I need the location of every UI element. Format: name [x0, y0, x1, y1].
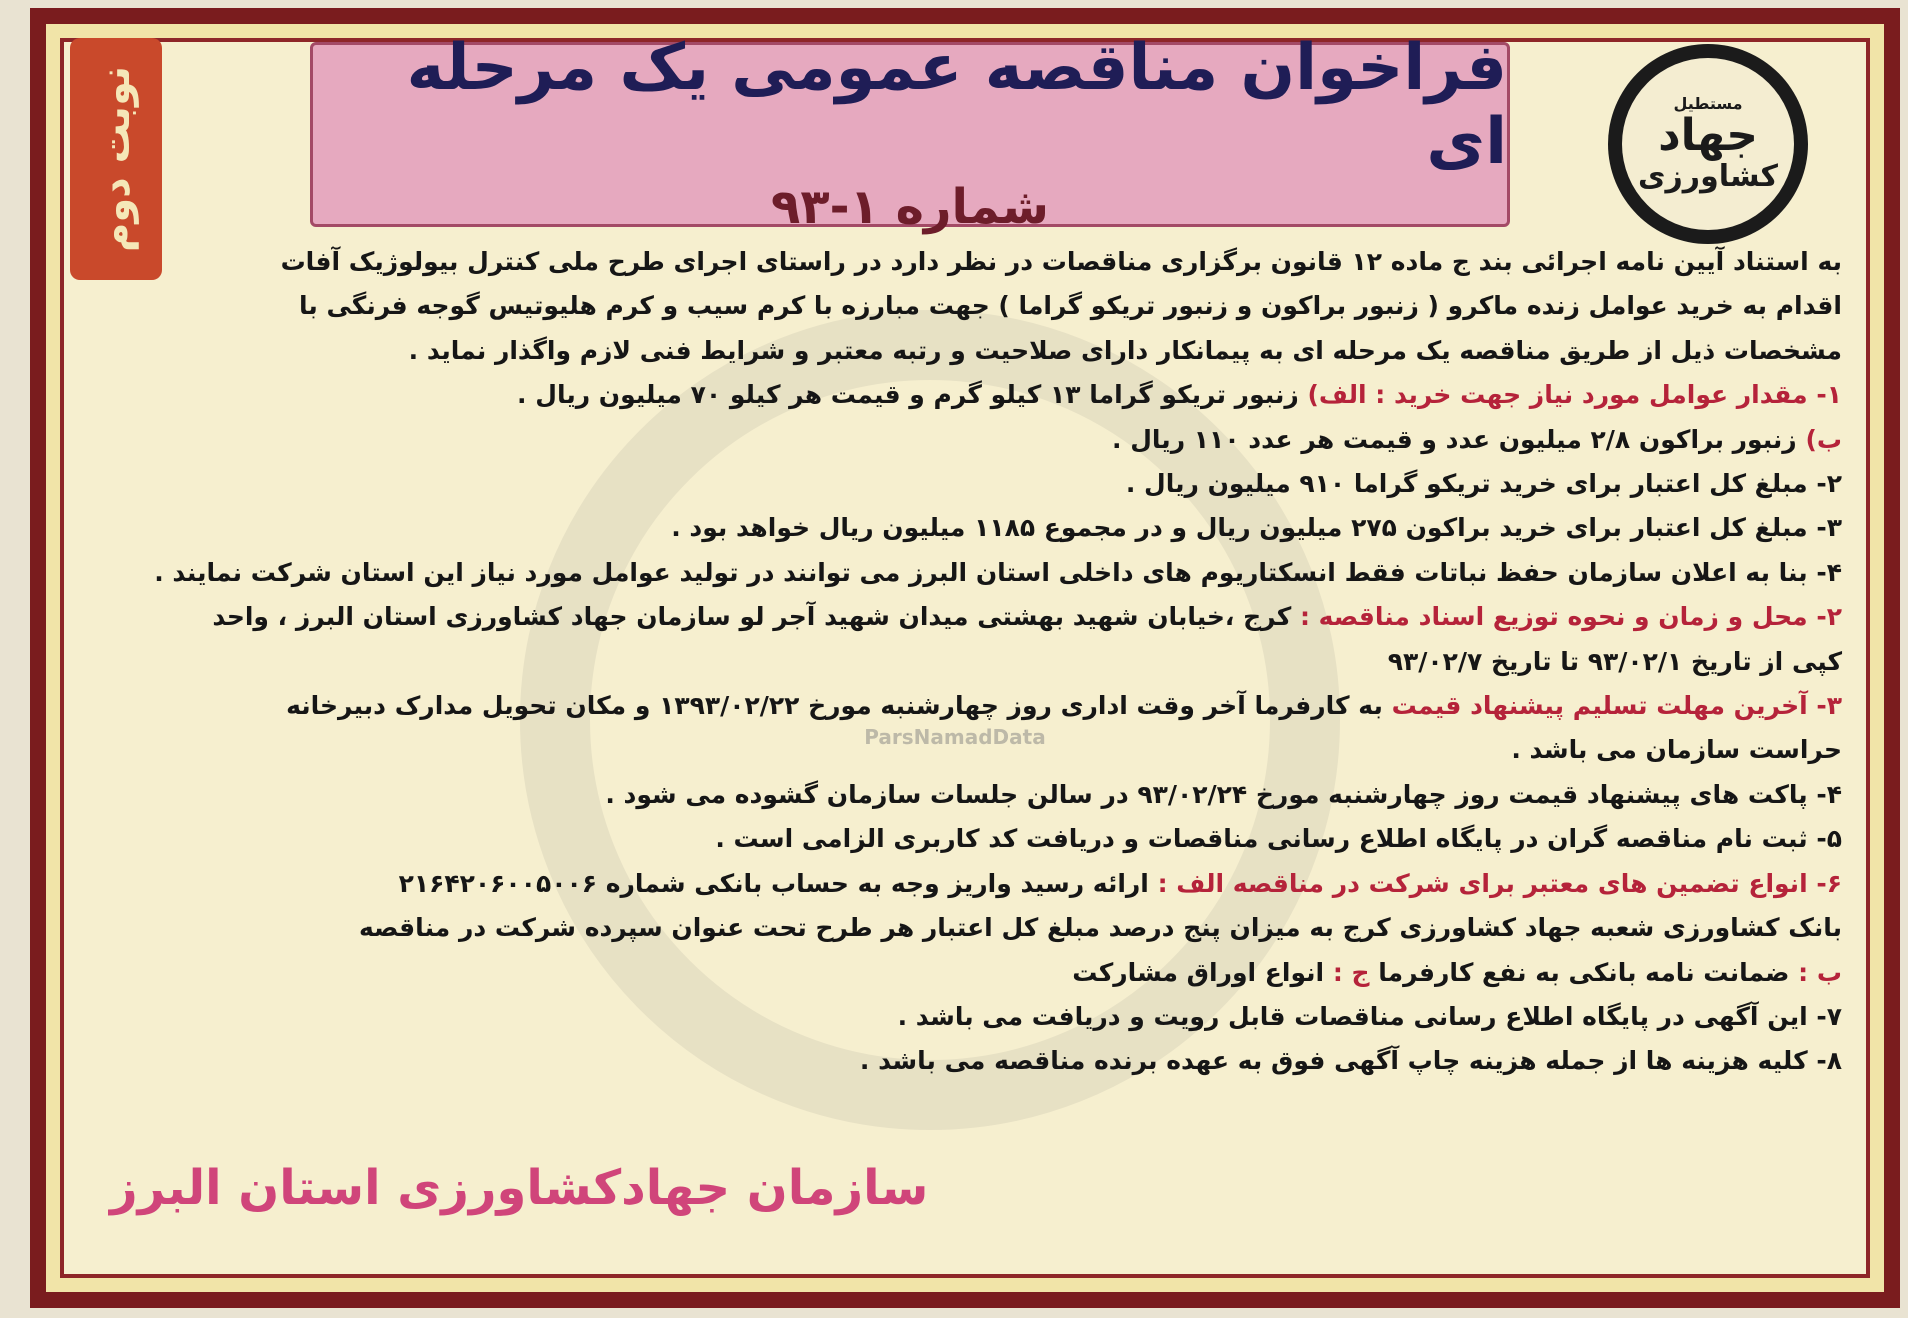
item-1b-text: زنبور براکون ۲/۸ میلیون عدد و قیمت هر عدد ۱۱۰ ریال .	[1112, 424, 1797, 454]
section-6-text: ارائه رسید واریز وجه به حساب بانکی شماره ۲۱۶۴۲۰۶۰۰۵۰۰۶	[398, 868, 1149, 898]
item-1b-heading: ب)	[1805, 424, 1842, 454]
section-6-j: ج :	[1332, 957, 1370, 987]
section-6	[96, 862, 1842, 906]
section-8: ۸- کلیه هزینه ها از جمله هزینه چاپ آگهی فوق به عهده برنده مناقصه می باشد .	[859, 1046, 1842, 1076]
footer-signature: سازمان جهادکشاورزی استان البرز	[110, 1160, 929, 1216]
section-2-heading: ۲- محل و زمان و نحوه توزیع اسناد مناقصه :	[1299, 602, 1842, 632]
section-2-cont: کپی از تاریخ ۹۳/۰۲/۱ تا تاریخ ۹۳/۰۲/۷	[1387, 646, 1842, 676]
section-3-text: به کارفرما آخر وقت اداری روز چهارشنبه مورخ ۱۳۹۳/۰۲/۲۲ و مکان تحویل مدارک دبیرخانه	[286, 691, 1383, 721]
item-1-text: زنبور تریکو گراما ۱۳ کیلو گرم و قیمت هر کیلو ۷۰ میلیون ریال .	[517, 380, 1299, 410]
logo-bottom-text: کشاورزی	[1638, 159, 1778, 195]
intro-line: اقدام به خرید عوامل زنده ماکرو ( زنبور براکون و زنبور تریکو گراما ) جهت مبارزه با کرم سیب و کرم هلیوتیس گوجه فرنگی با	[299, 291, 1842, 321]
section-4: ۴- پاکت های پیشنهاد قیمت روز چهارشنبه مورخ ۹۳/۰۲/۲۴ در سالن جلسات سازمان گشوده می شود .	[605, 779, 1842, 809]
title-box	[310, 31, 1510, 236]
section-7: ۷- این آگهی در پایگاه اطلاع رسانی مناقصات قابل رویت و دریافت می باشد .	[897, 1001, 1842, 1031]
item-2: ۲- مبلغ کل اعتبار برای خرید تریکو گراما ۹۱۰ میلیون ریال .	[1125, 469, 1842, 499]
watermark-text: ParsNamadData	[864, 725, 1046, 749]
section-6-b: ب :	[1798, 957, 1842, 987]
announcement-body	[96, 240, 1842, 1084]
page-title: فراخوان مناقصه عمومی یک مرحله ای	[406, 31, 1507, 179]
section-6-j-text: انواع اوراق مشارکت	[1072, 957, 1325, 987]
logo-top-text: مستطیل	[1673, 93, 1743, 113]
item-1b	[96, 418, 1842, 462]
section-6-guarantees	[96, 951, 1842, 995]
intro-line: به استناد آیین نامه اجرائی بند ج ماده ۱۲ قانون برگزاری مناقصات در نظر دارد در راستای اجرای طرح ملی کنترل بیولوژیک آفات	[280, 247, 1842, 276]
item-1	[96, 373, 1842, 417]
section-2-text: کرج ،خیابان شهید بهشتی میدان شهید آجر لو سازمان جهاد کشاورزی استان البرز ، واحد	[212, 602, 1292, 632]
section-3	[96, 684, 1842, 728]
section-3-cont: حراست سازمان می باشد .	[1511, 735, 1842, 765]
item-3: ۳- مبلغ کل اعتبار برای خرید براکون ۲۷۵ میلیون ریال و در مجموع ۱۱۸۵ میلیون ریال خواهد بود .	[671, 513, 1842, 543]
item-1-heading: ۱- مقدار عوامل مورد نیاز جهت خرید : الف)	[1307, 380, 1842, 410]
section-6-alef: الف :	[1157, 868, 1225, 898]
tender-number: شماره ۱-۹۳	[771, 179, 1049, 236]
logo-main-text: جهاد	[1658, 109, 1758, 161]
logo	[1608, 44, 1808, 244]
section-6-heading: ۶- انواع تضمین های معتبر برای شرکت در مناقصه	[1232, 868, 1842, 898]
item-4: ۴- بنا به اعلان سازمان حفظ نباتات فقط انسکتاریوم های داخلی استان البرز می توانند در تولید عوامل مورد نیاز این استان شرکت نمایند .	[154, 557, 1842, 587]
section-6-b-text: ضمانت نامه بانکی به نفع کارفرما	[1378, 957, 1790, 987]
section-6-cont: بانک کشاورزی شعبه جهاد کشاورزی کرج به میزان پنج درصد مبلغ کل اعتبار هر طرح تحت عنوان سپرده شرکت در مناقصه	[359, 913, 1842, 943]
section-3-heading: ۳- آخرین مهلت تسلیم پیشنهاد قیمت	[1391, 691, 1842, 721]
section-2	[96, 595, 1842, 639]
section-5: ۵- ثبت نام مناقصه گران در پایگاه اطلاع رسانی مناقصات و دریافت کد کاربری الزامی است .	[715, 824, 1842, 854]
side-tab-label: نوبت دوم	[93, 65, 139, 253]
logo-ring	[1622, 58, 1794, 230]
intro-line: مشخصات ذیل از طریق مناقصه یک مرحله ای به پیمانکار دارای صلاحیت و رتبه معتبر و شرایط فنی لازم واگذار نماید .	[408, 335, 1842, 365]
